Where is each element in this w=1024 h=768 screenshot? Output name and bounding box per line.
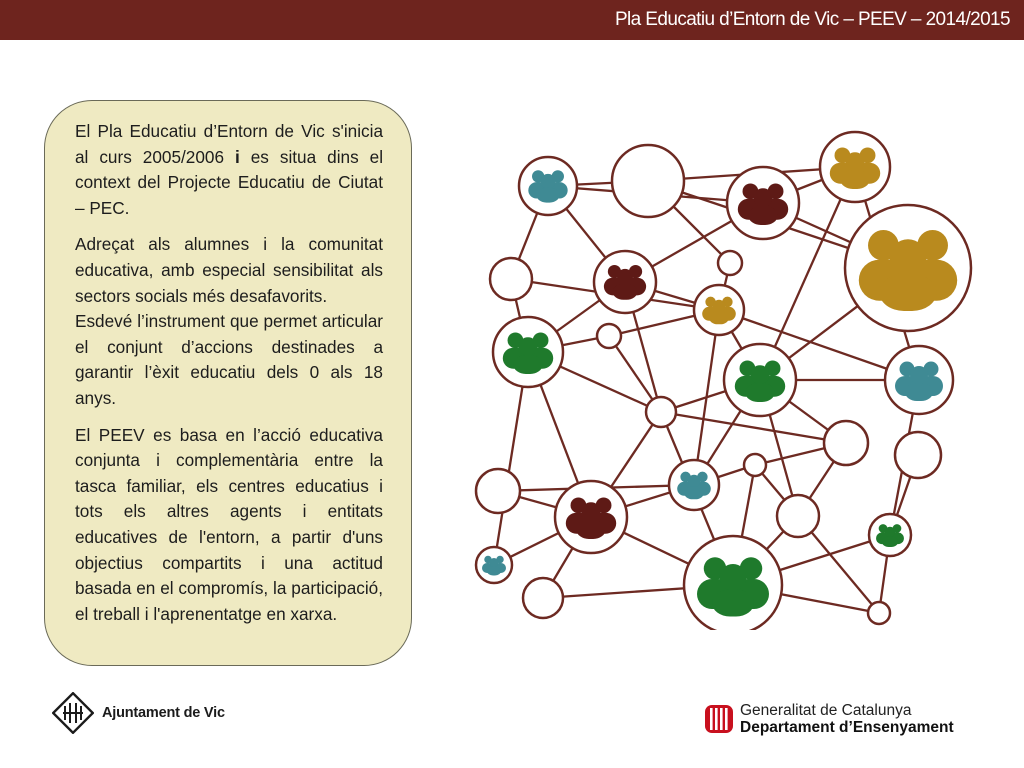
people-group-icon — [528, 170, 567, 202]
people-group-icon — [702, 297, 736, 325]
people-group-icon — [895, 362, 943, 402]
people-group-icon — [604, 265, 646, 300]
generalitat-name: Generalitat de Catalunya — [740, 702, 912, 719]
intro-bold-conjunction: i — [235, 146, 240, 167]
paragraph-target: Adreçat als alumnes i la comunitat educativa, amb especial sensibilitat als sectors socials més desafavorits. — [75, 234, 383, 306]
presentation-title: Pla Educatiu d’Entorn de Vic – PEEV – 2014/2015 — [614, 9, 1010, 30]
people-group-icon — [566, 497, 616, 538]
people-group-icon — [482, 556, 506, 576]
people-group-icon — [859, 230, 957, 311]
vic-coat-of-arms-icon — [52, 692, 94, 734]
network-illustration — [470, 130, 990, 630]
generalitat-emblem-icon — [704, 702, 734, 736]
paragraph-basis: El PEEV es basa en l’acció educativa conjunta i complementària entre la tasca familiar, els centres educatius i tots els altres agents i entitats educatives de l'entorn, a partir d'uns objectius compartits i una actitud basada en el compromís, la participació, el treball i l'aprenentatge en xarxa. — [75, 424, 383, 624]
people-group-icon — [697, 557, 769, 616]
people-group-icon — [738, 183, 788, 224]
people-group-icon — [735, 360, 785, 401]
intro-text-end: es situa dins el context del Projecte Educatiu de Ciutat – PEC. — [75, 146, 384, 218]
description-box — [44, 100, 412, 666]
people-group-icon — [503, 332, 553, 373]
people-group-icon — [876, 524, 904, 547]
ajuntament-label: Ajuntament de Vic — [102, 705, 225, 721]
department-name: Departament d’Ensenyament — [740, 719, 954, 736]
generalitat-logo — [704, 702, 954, 736]
people-group-icon — [830, 147, 880, 188]
people-group-icon — [677, 472, 711, 500]
intro-text-start: El Pla Educatiu d’Entorn de Vic s'inicia al curs 2005/2006 — [75, 121, 383, 167]
ajuntament-logo — [52, 692, 225, 734]
paragraph-intro — [75, 119, 383, 221]
paragraph-instrument: Esdevé l’instrument que permet articular el conjunt d’accions destinades a garantir l’èxit educatiu dels 0 als 18 anys. — [75, 311, 383, 408]
header-bar — [0, 0, 1024, 40]
